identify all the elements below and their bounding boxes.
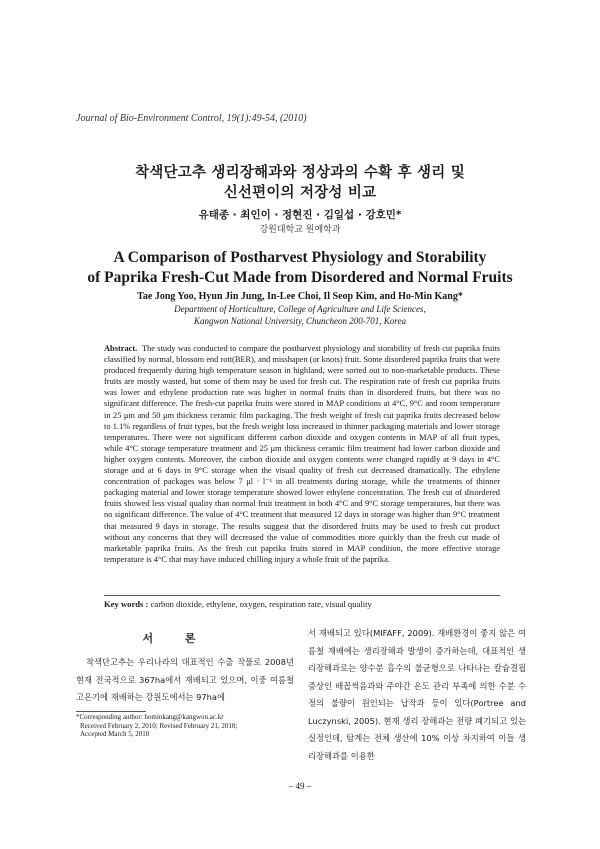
page-number: – 49 –: [288, 781, 312, 791]
korean-affiliation: 강원대학교 원예학과: [259, 225, 341, 235]
korean-title-line-1: 착색단고추 생리장해과와 정상과의 수확 후 생리 및: [135, 165, 465, 181]
korean-title-line-2: 신선편이의 저장성 비교: [223, 185, 377, 201]
keywords-text: carbon dioxide, ethylene, oxygen, respiration rate, visual quality: [150, 599, 372, 609]
english-affiliation-line-2: Kangwon National University, Chuncheon 200-701, Korea: [194, 315, 406, 326]
section-heading-introduction: 서 론: [142, 632, 210, 645]
english-affiliation-line-1: Department of Horticulture, College of Agriculture and Life Sciences,: [174, 304, 426, 314]
corresponding-author: *Corresponding author: hominkang@kangwon.ac.kr: [76, 713, 224, 721]
abstract-divider: [104, 595, 500, 596]
abstract: [104, 343, 500, 565]
english-title-line-1: A Comparison of Postharvest Physiology and Storability: [113, 249, 487, 266]
intro-right-column: 서 재배되고 있다(MIFAFF, 2009). 재배환경이 좋지 않은 여름철 재배에는 생리장해과 발생이 증가하는데, 대표적인 생리장해과로는 양수분 흡수의 불균형으로 나타나는 칼슘결핍증상인 배꼽썩음과와 주야간 온도 관리 부족에 의한 수분 수정의 불량이 원인되는 납작과 등이 있다(Portree and Luczynski, 2005). 현재 생리 장해과는 전량 폐기되고 있는 실정인데, 탐계는 전체 생산에 10% 이상 차지하여 이들 생리장해과를 이용한: [308, 628, 526, 761]
english-authors: Tae Jong Yoo, Hyun Jin Jung, In-Lee Choi, Il Seop Kim, and Ho-Min Kang*: [137, 291, 463, 302]
keywords-label: Key words :: [104, 599, 149, 609]
english-title: [50, 248, 550, 288]
journal-citation: Journal of Bio-Environment Control, 19(1):49-54, (2010): [76, 113, 307, 124]
korean-title: [60, 163, 540, 203]
accepted-date: Accepted March 5, 2010: [80, 730, 150, 739]
abstract-text: The study was conducted to compare the postharvest physiology and storability of fresh cut paprika fruits classified by normal, blossom end rott(BER), and misshapen (or knots) fruit. Some disordered paprika fruits that were produced frequently during high temperature season in highland, were sorted out to non-marketable products. These fruits are mostly wasted, but some of them may be used for fresh cut. The respiration rate of fresh cut paprika fruits was lower and ethylene production rate was higher in normal fruits than in disordered fruits, but there was no significant difference. The fresh-cut paprika fruits were stored in MAP conditions at 4°C, 9°C and room temperature in 25 μm and 50 μm thickness ceramic film packaging. The fresh weight of fresh cut paprika fruits decreased below to 1.1% regardless of fruit types, but the fresh weight loss increased in thinner packaging materials and lower storage temperatures. There were not significant different carbon dioxide and oxygen contents in MAP of all fruit types, while 4°C storage temperature treatment and 25 μm thickness ceramic film treatment had lower carbon dioxide and higher oxygen contents. Moreover, the carbon dioxide and oxygen contents were changed rapidly at 9 days in 4°C storage and at 6 days in 9°C storage when the visual quality of fresh cut decreased dramatically. The ethylene concentration of packages was below 7 μl · l⁻¹ in all treatments during storage, while the treatments of thinner packaging material and lower storage temperature showed lower ethylene concentration. The fresh cut of disordered fruits showed less visual quality than normal fruit treatment in both 4°C and 9°C storage temperatures, but there was no significant difference. The value of 4°C treatment that measured 12 days in storage was higher than 9°C treatment that measured 9 days in storage. The results suggest that the disordered fruits may be used to fresh cut product without any concerns that they will decreased the value of commodities more quickly than the fresh cut made of marketable paprika fruits. As the fresh cut paprika fruits stored in MAP condition, the more effective storage temperature is 4°C that may have induced chilling injury a whole fruit of the paprika.: [104, 344, 500, 564]
english-affiliation: [50, 304, 550, 327]
footnote-divider: [76, 711, 146, 712]
korean-authors: 유태종 · 최인이 · 정현진 · 김일섭 · 강호민*: [198, 209, 402, 221]
intro-left-column: 착색단고추는 우리나라의 대표적인 수출 작물로 2008년 현재 전국적으로 367ha에서 재배되고 있으며, 이중 여름철 고온기에 재배하는 강원도에서는 97ha에: [76, 657, 294, 702]
keywords: [104, 599, 500, 609]
footnote: [76, 713, 296, 739]
received-date: Received February 2, 2010; Revised February 21, 2010;: [80, 721, 238, 730]
english-title-line-2: of Paprika Fresh-Cut Made from Disordered and Normal Fruits: [87, 269, 513, 286]
abstract-label: Abstract.: [104, 344, 138, 353]
